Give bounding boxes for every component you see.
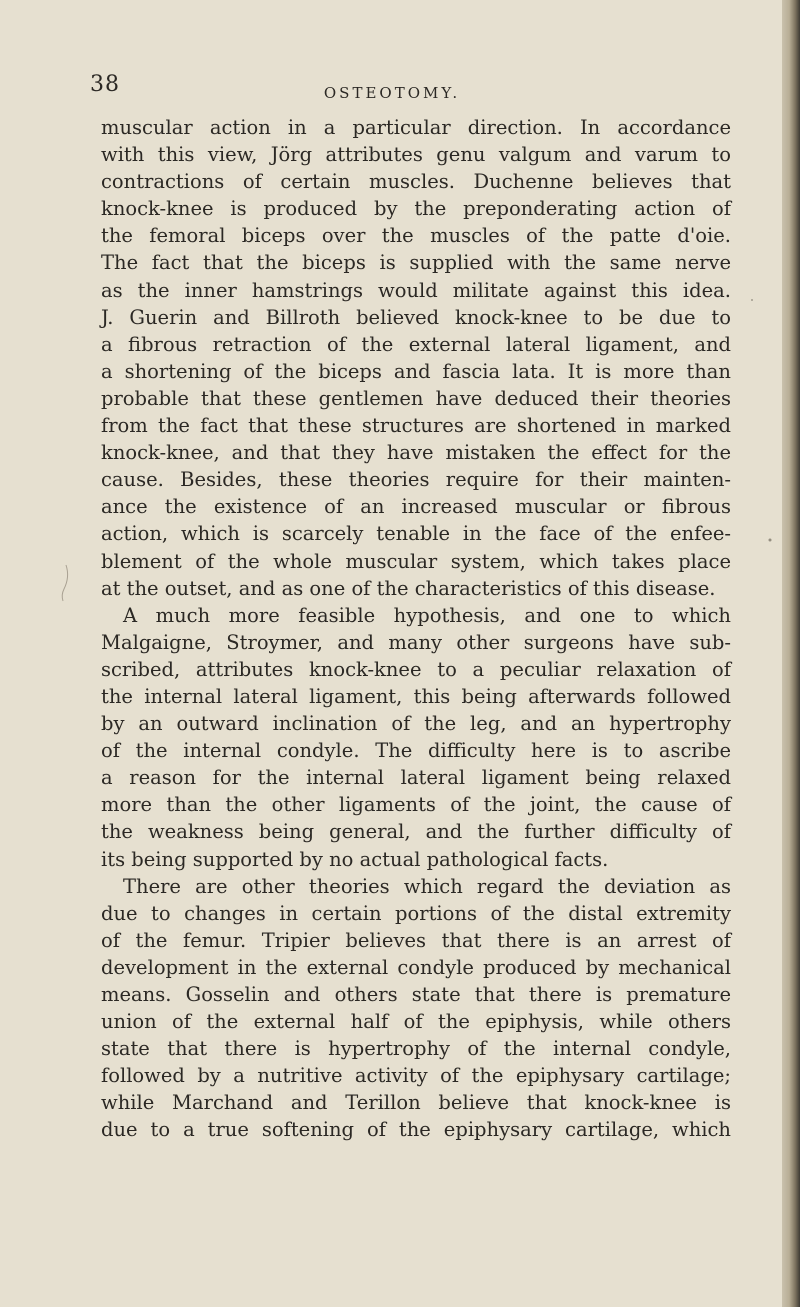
paper-speck [751,299,753,301]
text-line: union of the external half of the epiphysis, while others [101,1010,731,1034]
text-line: action, which is scarcely tenable in the face of the enfee- [101,522,731,546]
text-line: the weakness being general, and the further difficulty of [101,820,731,844]
text-line: of the internal condyle. The difficulty here is to ascribe [101,739,731,763]
page-edge-shadow [782,0,800,1307]
text-line: by an outward inclination of the leg, and an hypertrophy [101,712,731,736]
text-line: There are other theories which regard the deviation as [123,874,731,898]
text-line: means. Gosselin and others state that there is premature [101,983,731,1006]
text-line: a shortening of the biceps and fascia lata. It is more than [101,359,731,383]
text-line: probable that these gentlemen have deduced their theories [101,386,731,410]
text-line: followed by a nutritive activity of the epiphysary cartilage; [101,1064,731,1088]
text-line: scribed, attributes knock-knee to a peculiar relaxation of [101,657,731,681]
text-line: the femoral biceps over the muscles of the patte d'oie. [101,224,731,248]
text-line: of the femur. Tripier believes that there is an arrest of [101,928,731,952]
text-line: more than the other ligaments of the joint, the cause of [101,793,731,817]
text-line: a reason for the internal lateral ligament being relaxed [101,766,731,790]
text-line: at the outset, and as one of the characteristics of this disease. [101,576,716,600]
text-line: J. Guerin and Billroth believed knock-knee to be due to [101,305,731,329]
text-line: with this view, Jörg attributes genu valgum and varum to [101,143,731,167]
text-line: ance the existence of an increased muscular or fibrous [101,495,731,519]
text-line: from the fact that these structures are shortened in marked [101,414,731,438]
text-line: state that there is hypertrophy of the internal condyle, [101,1037,731,1061]
text-line: blement of the whole muscular system, which takes place [101,549,731,573]
text-line: a fibrous retraction of the external lateral ligament, and [101,332,731,356]
text-line: while Marchand and Terillon believe that knock-knee is [101,1091,731,1115]
text-line: due to changes in certain portions of the distal extremity [101,901,731,925]
text-line: the internal lateral ligament, this being afterwards followed [101,684,731,708]
text-line: muscular action in a particular direction. In accordance [101,116,731,139]
text-line: cause. Besides, these theories require for their mainten- [101,468,731,492]
text-line: The fact that the biceps is supplied with the same nerve [101,251,731,275]
text-line: knock-knee, and that they have mistaken the effect for the [101,441,731,465]
paper-speck [769,539,772,542]
pencil-mark [62,565,67,601]
text-line: knock-knee is produced by the preponderating action of [101,197,731,221]
text-line: contractions of certain muscles. Duchenne believes that [101,170,731,194]
text-line: due to a true softening of the epiphysary cartilage, which [101,1118,731,1142]
running-head: OSTEOTOMY. [323,84,461,102]
text-line: A much more feasible hypothesis, and one to which [123,603,731,627]
page-number: 38 [90,72,120,97]
text-line: its being supported by no actual pathological facts. [101,847,609,871]
text-line: as the inner hamstrings would militate against this idea. [101,278,731,302]
text-line: development in the external condyle produced by mechanical [101,955,731,979]
text-line: Malgaigne, Stroymer, and many other surgeons have sub- [101,630,731,654]
